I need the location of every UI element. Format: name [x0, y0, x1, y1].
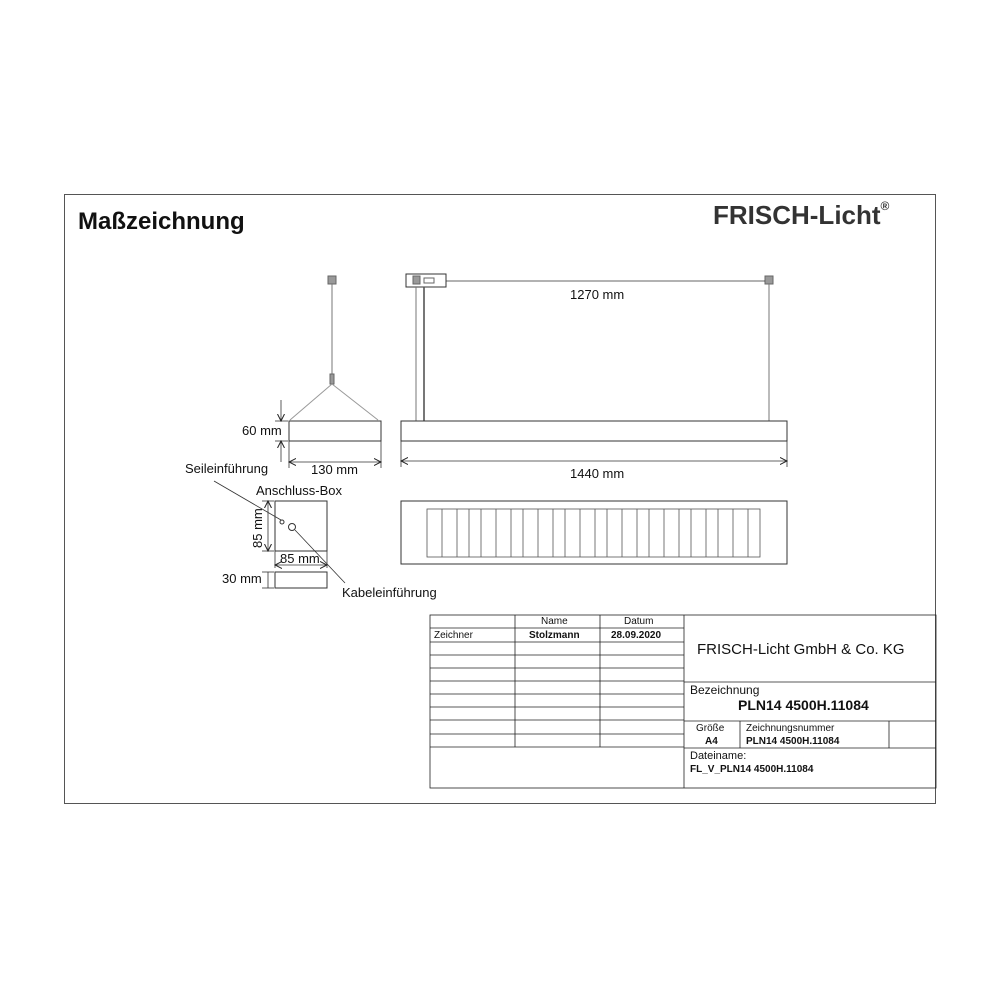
company-name: FRISCH-Licht GmbH & Co. KG: [697, 641, 905, 658]
col-header-name: Name: [541, 616, 568, 627]
brand-name: FRISCH-Licht: [713, 200, 881, 230]
cable-entry-hole: [289, 524, 296, 531]
dimension-label-length: 1440 mm: [570, 466, 625, 481]
filename-value: FL_V_PLN14 4500H.11084: [690, 764, 814, 775]
label-rope-entry: Seileinführung: [185, 461, 269, 476]
dimension-label-spacing: 1270 mm: [570, 287, 625, 302]
dimension-label-width: 130 mm: [311, 462, 358, 477]
junction-box-side-view: [275, 572, 327, 588]
drawer-date: 28.09.2020: [611, 630, 662, 641]
luminaire-profile-side: [289, 421, 381, 441]
drawer-name: Stolzmann: [529, 630, 580, 641]
junction-box-title: Anschluss-Box: [256, 483, 342, 498]
dimension-label-box-side: 85 mm: [250, 508, 265, 548]
designation-value: PLN14 4500H.11084: [738, 697, 869, 713]
row-label-drawer: Zeichner: [434, 630, 473, 641]
wire-gripper-side: [330, 374, 334, 384]
page-title: Maßzeichnung: [78, 208, 245, 235]
luminaire-bottom-view: [401, 501, 787, 564]
rope-entry-hole: [280, 520, 284, 524]
size-value: A4: [705, 736, 718, 747]
size-label: Größe: [696, 723, 725, 734]
ceiling-canopy-end: [765, 276, 773, 284]
registered-mark: ®: [880, 199, 890, 214]
louvre-pattern: [427, 509, 760, 557]
dimension-label-box-width: 85 mm: [280, 551, 320, 566]
wire-split-left: [290, 384, 332, 420]
filename-label: Dateiname:: [690, 750, 747, 762]
drawing-number-label: Zeichnungsnummer: [746, 723, 835, 734]
wire-split-right: [332, 384, 378, 420]
side-view: [275, 276, 381, 468]
luminaire-front-elevation: [401, 421, 787, 441]
drawing-number-value: PLN14 4500H.11084: [746, 736, 840, 747]
col-header-date: Datum: [624, 616, 654, 627]
junction-box-top-view: [275, 501, 327, 551]
brand-logo: [713, 200, 889, 231]
label-cable-entry: Kabeleinführung: [342, 585, 437, 600]
front-view: [401, 274, 787, 564]
dimension-label-box-height: 30 mm: [222, 571, 262, 586]
ceiling-canopy-side: [328, 276, 336, 284]
dimension-label-height: 60 mm: [242, 423, 282, 438]
designation-label: Bezeichnung: [690, 683, 760, 697]
